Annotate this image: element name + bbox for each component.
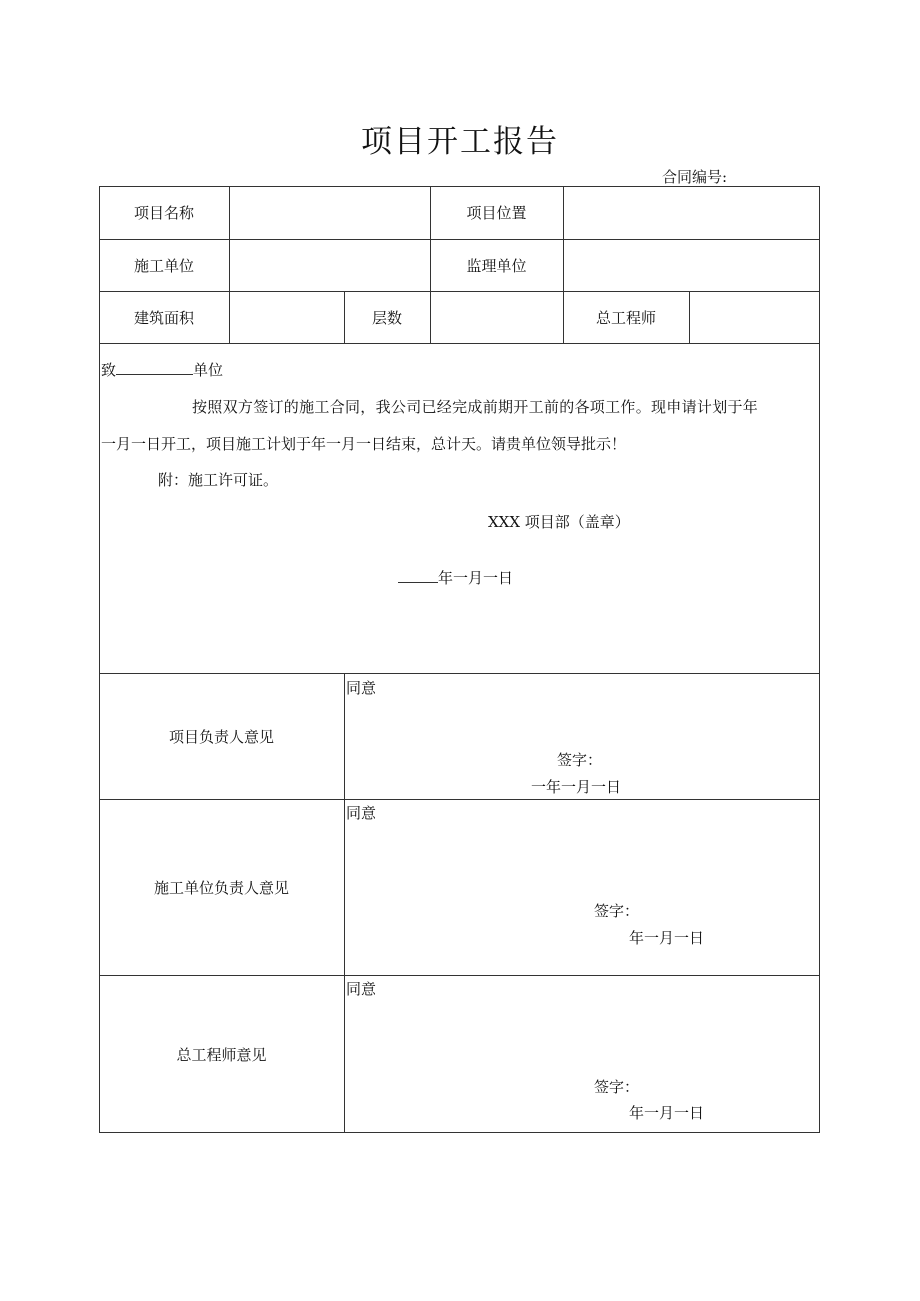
opinion-date: 年一月一日 [629, 929, 705, 947]
construction-unit-label: 施工单位 [133, 256, 194, 275]
letter-signer: XXX 项目部（盖章） [488, 513, 630, 531]
letter-paragraph-line2: 一月一日开工，项目施工计划于年一月一日结束，总计天。请贵单位领导批示！ [101, 435, 627, 453]
letter-paragraph-line1: 按照双方签订的施工合同，我公司已经完成前期开工前的各项工作。现申请计划于年 [192, 398, 759, 416]
chief-engineer-field[interactable] [690, 292, 819, 343]
opinion-label-construction-lead: 施工单位负责人意见 [153, 878, 289, 897]
opinion-date: 一年一月一日 [531, 778, 622, 796]
year-blank[interactable] [398, 568, 438, 583]
supervision-unit-field[interactable] [564, 240, 819, 290]
opinion-sign-label: 签字： [594, 1078, 640, 1096]
opinion-agree: 同意 [346, 679, 377, 697]
project-name-label: 项目名称 [133, 204, 194, 222]
recipient-prefix: 致 [101, 361, 117, 379]
chief-engineer-label: 总工程师 [595, 309, 656, 327]
opinion-date: 年一月一日 [629, 1104, 705, 1122]
letter-date [398, 567, 513, 588]
opinion-agree: 同意 [346, 804, 377, 822]
floors-label: 层数 [371, 309, 402, 327]
project-name-field[interactable] [230, 187, 429, 238]
building-area-label: 建筑面积 [133, 309, 194, 327]
construction-unit-field[interactable] [230, 240, 429, 290]
col-divider [344, 673, 345, 1133]
opinion-label-project-lead: 项目负责人意见 [168, 727, 274, 746]
building-area-field[interactable] [230, 292, 343, 343]
opinion-agree: 同意 [346, 980, 377, 998]
opinion-sign-label: 签字： [557, 751, 603, 769]
project-location-field[interactable] [564, 187, 819, 238]
supervision-unit-label: 监理单位 [466, 256, 527, 275]
recipient-blank[interactable] [116, 360, 193, 375]
letter-recipient [101, 359, 223, 380]
letter-attachment: 附：施工许可证。 [158, 471, 279, 489]
letter-date-text: 年一月一日 [438, 569, 514, 587]
project-location-label: 项目位置 [466, 204, 527, 222]
floors-field[interactable] [431, 292, 562, 343]
opinion-sign-label: 签字： [594, 902, 640, 920]
opinion-label-chief-engineer: 总工程师意见 [176, 1045, 267, 1064]
contract-number-label: 合同编号: [662, 168, 728, 186]
recipient-suffix: 单位 [193, 361, 224, 379]
page-title: 项目开工报告 [361, 124, 559, 160]
